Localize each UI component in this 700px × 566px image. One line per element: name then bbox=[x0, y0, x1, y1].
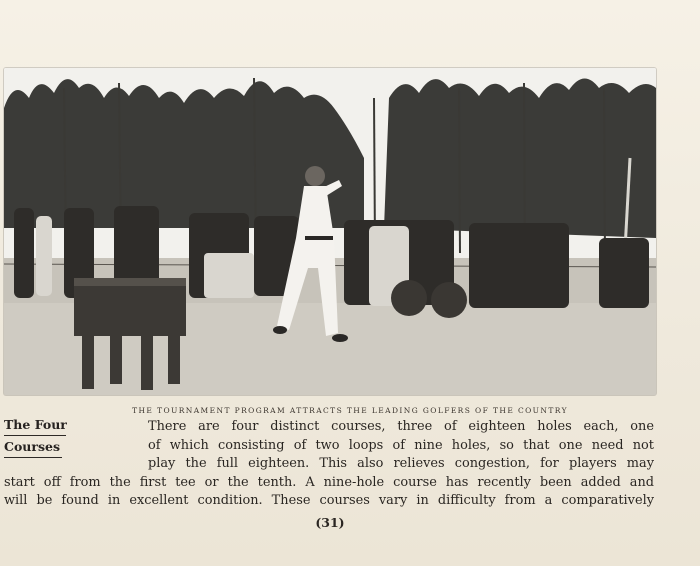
body-line: play the full eighteen. This also relieves congestion, for players may bbox=[148, 456, 654, 472]
body-line: There are four distinct courses, three of eighteen holes each, one bbox=[148, 419, 654, 434]
body-line: of which consisting of two loops of nine holes, so that one need not bbox=[148, 437, 654, 453]
section-heading-line-2: Courses bbox=[4, 439, 60, 454]
section-heading-line-1: The Four bbox=[4, 417, 67, 432]
tournament-photograph bbox=[4, 68, 656, 395]
photo-caption: THE TOURNAMENT PROGRAM ATTRACTS THE LEADING GOLFERS OF THE COUNTRY bbox=[132, 406, 568, 415]
photograph-golfer-icon bbox=[4, 68, 656, 395]
body-line: will be found in excellent condition. These courses vary in difficulty from a comparatively bbox=[4, 493, 654, 509]
body-line: start off from the first tee or the tenth. A nine-hole course has recently been added and bbox=[4, 474, 654, 490]
body-paragraph bbox=[4, 418, 654, 511]
page-number: (31) bbox=[315, 515, 345, 530]
